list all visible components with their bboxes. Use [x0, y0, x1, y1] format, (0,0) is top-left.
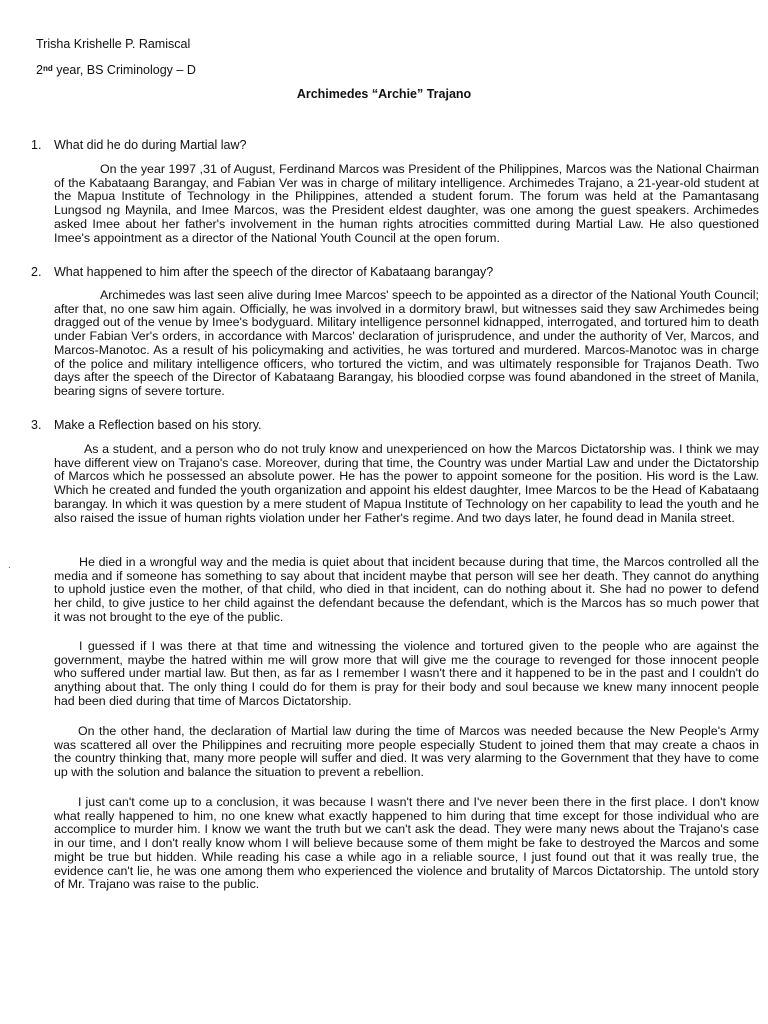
- question-text: Make a Reflection based on his story.: [54, 418, 262, 432]
- year-number: 2: [36, 63, 43, 77]
- reflection-paragraph: I guessed if I was there at that time and witnessing the violence and tortured given to the people who are against the government, maybe the hatred within me will grow more that will give me the courage to revenged for those innocent people who suffered under martial law. But then, as far as I remember I wasn't there and it happened to be in the past and I couldn't do anything about that. The only thing I could do for them is pray for their body and soul because we knew many innocent people had been died during that time of Marcos Dictatorship.: [54, 639, 759, 708]
- question-text: What happened to him after the speech of the director of Kabataang barangay?: [54, 265, 494, 279]
- answer-paragraph: On the year 1997 ,31 of August, Ferdinand Marcos was President of the Philippines, Marcos was the National Chairman of the Kabataang Barangay, and Fabian Ver was in charge of military intelligence. Archimedes Trajano, a 21-year-old student at the Mapua Institute of Technology in the Philippines, attended a student forum. The forum was held at the Pamantasang Lungsod ng Maynila, and Imee Marcos, was the President eldest daughter, was one among the guest speakers. Archimedes asked Imee about her father's involvement in the human rights atrocities committed during Martial Law. He also questioned Imee's appointment as a director of the National Youth Council at the open forum.: [54, 162, 759, 245]
- question-number: 3.: [31, 418, 42, 432]
- answer-paragraph: Archimedes was last seen alive during Imee Marcos' speech to be appointed as a director of the National Youth Council; after that, no one saw him again. Officially, he was involved in a dormitory brawl, but witnesses said they saw Archimedes being dragged out of the venue by Imee's bodyguard. Military intelligence personnel kidnapped, interrogated, and tortured him to death under Fabian Ver's orders, in accordance with Marcos' declaration of jurisprudence, and under the authority of Ver, Marcos, and Marcos-Manotoc. As a result of his policymaking and activities, he was tortured and murdered. Marcos-Manotoc was in charge of the police and military intelligence officers, who tortured the victim, and was ultimately responsible for Trajanos Death. Two days after the speech of the Director of Kabataang Barangay, his bloodied corpse was found abandoned in the street of Manila, bearing signs of severe torture.: [54, 288, 759, 398]
- question-1: [31, 138, 246, 153]
- reflection-paragraph: On the other hand, the declaration of Martial law during the time of Marcos was needed because the New People's Army was scattered all over the Philippines and recruiting more people especially Student to joined them that may create a chaos in the country thinking that, many more people will suffer and died. It was very alarming to the Government that they have to come up with the solution and balance the situation to prevent a rebellion.: [54, 724, 759, 780]
- reflection-paragraph: I just can't come up to a conclusion, it was because I wasn't there and I've never been there in the first place. I don't know what really happened to him, no one knew what exactly happened to him during that time except for those individual who are accomplice to murder him. I know we want the truth but we can't ask the dead. They were many news about the Trajano's case in our time, and I don't really know whom I will believe because some of them might be fake to destroyed the Marcos and some might be true but hidden. While reading his case a while ago in a reliable source, I just found out that it was really true, the evidence can't lie, he was one among them who experienced the violence and brutality of Marcos Dictatorship. The untold story of Mr. Trajano was raise to the public.: [54, 795, 759, 892]
- question-2: [31, 265, 493, 280]
- author-name: Trisha Krishelle P. Ramiscal: [36, 37, 191, 51]
- question-number: 1.: [31, 138, 42, 152]
- question-number: 2.: [31, 265, 42, 279]
- reflection-paragraph: He died in a wrongful way and the media is quiet about that incident because during that time, the Marcos controlled all the media and if someone has something to say about that incident maybe that person will see her death. They cannot do anything to uphold justice even the mother, of that child, who died in that incident, can do nothing about it. She had no power to defend her child, to give justice to her child against the defendant because the defendant, which is the Marcos has so much power that it was not brought to the eye of the public.: [54, 555, 759, 624]
- course-text: year, BS Criminology – D: [52, 63, 196, 77]
- year-ordinal-suffix: nd: [42, 64, 53, 73]
- reflection-paragraph: As a student, and a person who do not truly know and unexperienced on how the Marcos Dictatorship was. I think we may have different view on Trajano's case. Moreover, during that time, the Country was under Martial Law and under the Dictatorship of Marcos which he possessed an absolute power. He has the power to appoint someone for the position. His word is the Law. Which he created and funded the youth organization and appoint his eldest daughter, Imee Marcos to be the Head of Kabataang barangay. In which it was question by a mere student of Mapua Institute of Technology on her capability to lead the youth and he also raised the issue of human rights violation under her Father's regime. And two days later, he found dead in Manila street.: [54, 442, 759, 525]
- question-3: [31, 418, 262, 433]
- stray-mark: .: [8, 560, 11, 571]
- question-text: What did he do during Martial law?: [54, 138, 247, 152]
- document-title: Archimedes “Archie” Trajano: [296, 87, 472, 101]
- student-year-course: [36, 63, 196, 78]
